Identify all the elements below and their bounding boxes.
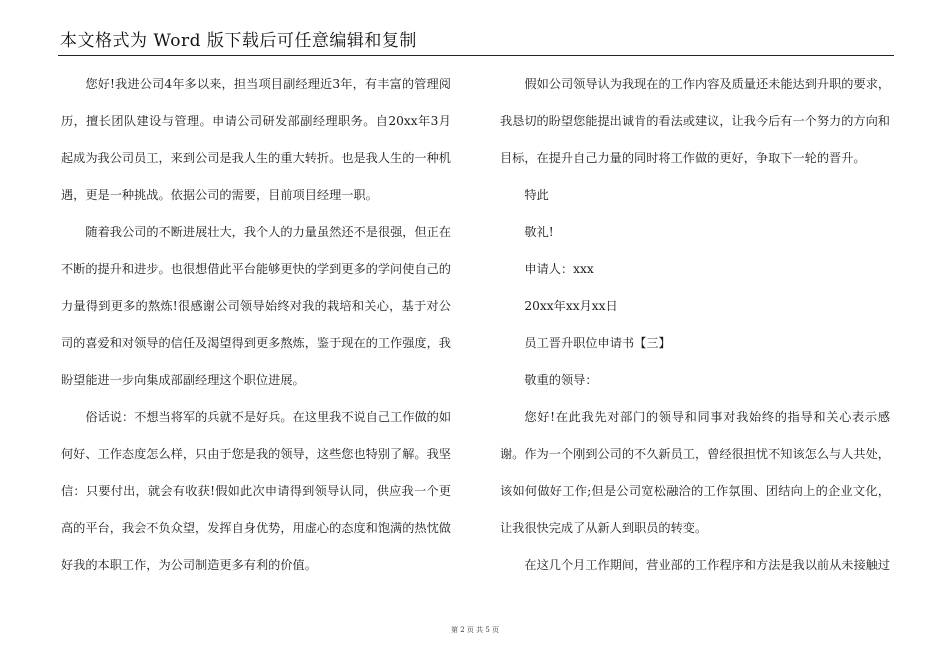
- document-banner: 本文格式为 Word 版下载后可任意编辑和复制: [60, 31, 417, 51]
- paragraph: 俗话说：不想当将军的兵就不是好兵。在这里我不说自己工作做的如何好、工作态度怎么样，只由于您是我的领导，这些您也特别了解。我坚信：只要付出，就会有收获!假如此次申请得到领导认同，供应我一个更高的平台，我会不负众望，发挥自身优势，用虚心的态度和饱满的热忱做好我的本职工作，为公司制造更多有利的价值。: [61, 410, 452, 572]
- right-column: [500, 66, 890, 584]
- header-rule: [58, 55, 894, 56]
- greeting: 敬重的领导：: [524, 373, 598, 387]
- paragraph: 假如公司领导认为我现在的工作内容及质量还未能达到升职的要求，我恳切的盼望您能提出诚肯的看法或建议，让我今后有一个努力的方向和目标，在提升自己力量的同时将工作做的更好，争取下一轮的晋升。: [500, 77, 891, 165]
- closing-line: 特此: [524, 188, 549, 202]
- paragraph: 在这几个月工作期间，营业部的工作程序和方法是我以前从未接触过: [524, 558, 891, 572]
- paragraph: 随着我公司的不断进展壮大，我个人的力量虽然还不是很强，但正在不断的提升和进步。也很想借此平台能够更快的学到更多的学问使自己的力量得到更多的熬炼!很感谢公司领导始终对我的栽培和关心，基于对公司的喜爱和对领导的信任及渴望得到更多熬炼，鉴于现在的工作强度，我盼望能进一步向集成部副经理这个职位进展。: [61, 225, 452, 387]
- salutation: 敬礼!: [524, 225, 554, 239]
- section-title: 员工晋升职位申请书【三】: [524, 336, 671, 350]
- page-number: 第 2 页 共 5 页: [450, 626, 500, 634]
- date-line: 20xx年xx月xx日: [524, 299, 618, 313]
- applicant-line: 申请人：xxx: [524, 262, 594, 276]
- paragraph: 您好!我进公司4年多以来，担当项目副经理近3年，有丰富的管理阅历，擅长团队建设与管理。申请公司研发部副经理职务。自20xx年3月起成为我公司员工，来到公司是我人生的重大转折。也是我人生的一种机遇，更是一种挑战。依据公司的需要，目前项目经理一职。: [61, 77, 451, 202]
- left-column: [61, 66, 451, 584]
- paragraph: 您好!在此我先对部门的领导和同事对我始终的指导和关心表示感谢。作为一个刚到公司的不久新员工，曾经很担忧不知该怎么与人共处，该如何做好工作;但是公司宽松融洽的工作氛围、团结向上的企业文化，让我很快完成了从新人到职员的转变。: [500, 410, 890, 535]
